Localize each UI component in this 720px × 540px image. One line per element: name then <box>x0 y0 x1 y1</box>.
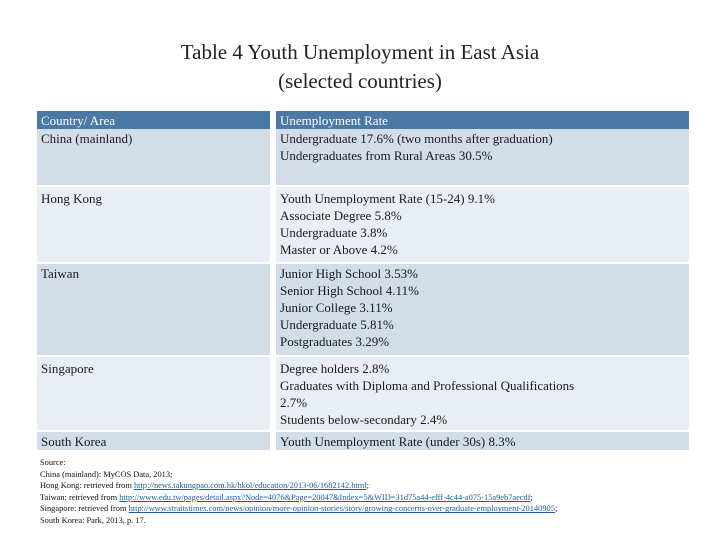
header-rate: Unemployment Rate <box>270 111 689 129</box>
title-line-2: (selected countries) <box>278 69 442 93</box>
row-country: Singapore <box>37 355 270 430</box>
source-sg-link[interactable]: http://www.straitstimes.com/news/opinion/more-opinion-stories/story/growing-concerns-over-graduate-employment-20140905 <box>128 504 555 514</box>
row-country: Taiwan <box>37 262 270 355</box>
rate-line: Junior College 3.11% <box>280 300 393 315</box>
rate-line: 2.7% <box>280 395 308 410</box>
source-tw-suffix: ; <box>530 492 533 502</box>
source-heading: Source: <box>40 458 66 467</box>
rate-line: Degree holders 2.8% <box>280 361 390 376</box>
rate-line: Undergraduate 3.8% <box>280 225 388 240</box>
row-rates <box>270 262 689 355</box>
source-hk-prefix: Hong Kong: retrieved from <box>40 481 134 491</box>
table-row <box>37 430 689 450</box>
row-country: China (mainland) <box>37 129 270 185</box>
title-line-1: Table 4 Youth Unemployment in East Asia <box>180 40 540 64</box>
source-sg-suffix: ; <box>554 504 558 514</box>
table-header-row <box>37 111 689 129</box>
source-hong-kong <box>40 480 700 492</box>
source-tw-link[interactable]: http://www.edu.tw/pages/detail.aspx?Node=4076&Page=20047&Index=5&WID=31d75a44-efff-4c44-a075-15a9eb7aecdf <box>119 492 531 502</box>
table-title <box>0 38 720 96</box>
rate-line: Undergraduate 5.81% <box>280 317 394 332</box>
row-rates <box>270 355 689 430</box>
rate-line: Undergraduates from Rural Areas 30.5% <box>280 148 493 163</box>
rate-line: Youth Unemployment Rate (under 30s) 8.3% <box>280 434 516 449</box>
rate-line: Master or Above 4.2% <box>280 242 398 257</box>
unemployment-table <box>37 111 689 450</box>
table-row <box>37 185 689 262</box>
source-south-korea: South Korea: Park, 2013, p. 17. <box>40 515 146 525</box>
table-row <box>37 262 689 355</box>
row-rates <box>270 185 689 262</box>
source-taiwan <box>40 492 700 504</box>
rate-line: Youth Unemployment Rate (15-24) 9.1% <box>280 191 495 206</box>
row-rates <box>270 129 689 185</box>
source-sg-prefix: Singapore: retrieved from <box>40 504 129 514</box>
rate-line: Undergraduate 17.6% (two months after graduation) <box>280 131 553 146</box>
rate-line: Students below-secondary 2.4% <box>280 412 448 427</box>
table-row <box>37 355 689 430</box>
source-singapore <box>40 503 700 515</box>
rate-line: Graduates with Diploma and Professional Qualifications <box>280 378 575 393</box>
source-hk-link[interactable]: http://news.takungpao.com.hk/hkol/education/2013-06/1682142.html <box>133 481 367 491</box>
row-country: Hong Kong <box>37 185 270 262</box>
rate-line: Junior High School 3.53% <box>280 266 418 281</box>
source-hk-suffix: ; <box>366 481 369 491</box>
source-notes <box>40 457 700 527</box>
row-country: South Korea <box>37 430 270 450</box>
source-tw-prefix: Taiwan: retrieved from <box>40 492 120 502</box>
source-china: China (mainland): MyCOS Data, 2013; <box>40 469 173 479</box>
rate-line: Postgraduates 3.29% <box>280 334 390 349</box>
header-country: Country/ Area <box>37 111 270 129</box>
rate-line: Associate Degree 5.8% <box>280 208 402 223</box>
table-row <box>37 129 689 185</box>
rate-line: Senior High School 4.11% <box>280 283 419 298</box>
row-rates <box>270 430 689 450</box>
